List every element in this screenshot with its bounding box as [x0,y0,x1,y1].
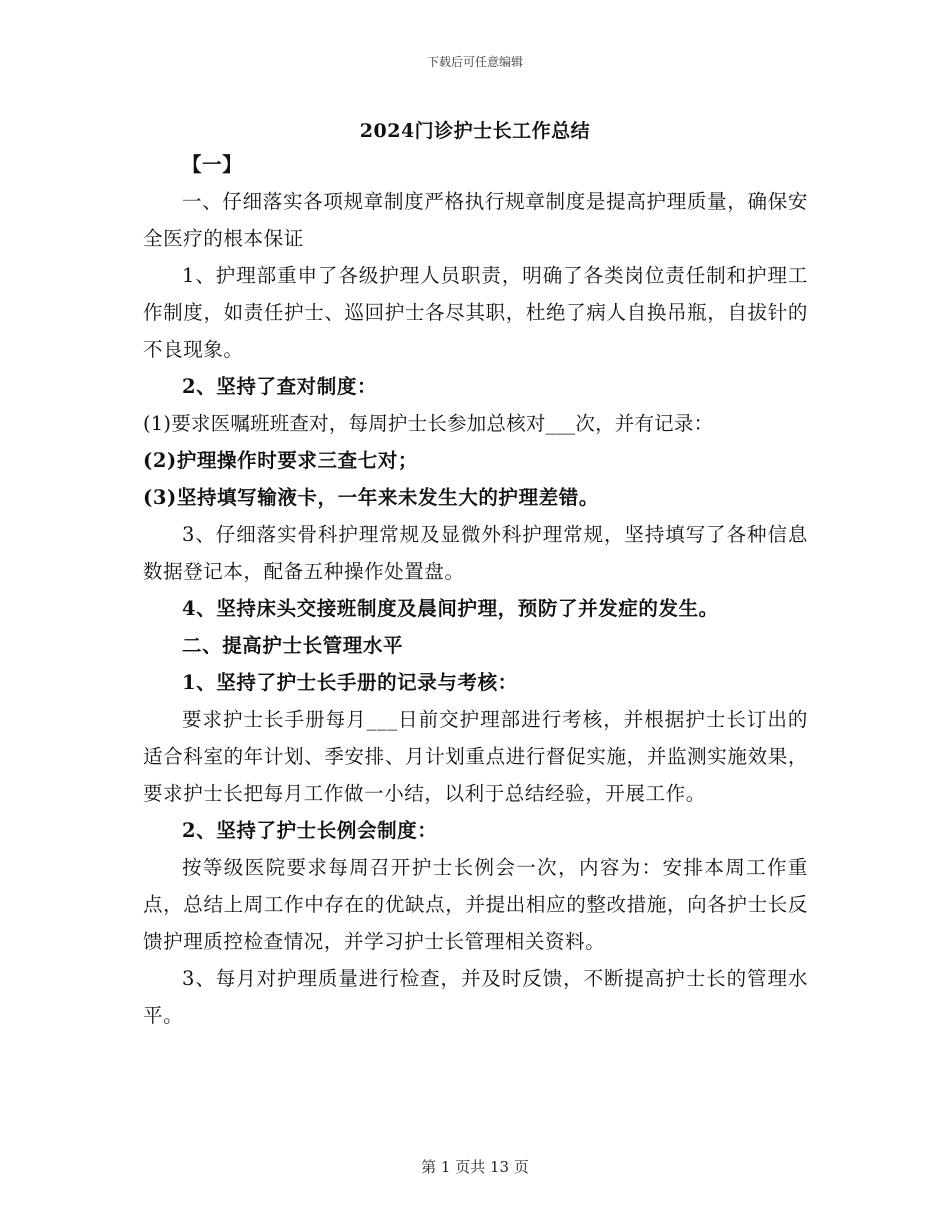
subheading: 2、坚持了护士长例会制度： [182,819,438,842]
subheading: 2、坚持了查对制度： [182,375,378,398]
paragraph: 3、仔细落实骨科护理常规及显微外科护理常规，坚持填写了各种信息数据登记本，配备五种操作处置盘。 [143,523,808,583]
section-heading: 二、提高护士长管理水平 [182,634,404,657]
page-footer: 第 1 页共 13 页 [421,1158,529,1176]
subheading: 1、坚持了护士长手册的记录与考核： [182,671,518,694]
paragraph: 要求护士长手册每月___日前交护理部进行考核，并根据护士长订出的适合科室的年计划、季安排、月计划重点进行督促实施，并监测实施效果，要求护士长把每月工作做一小结，以利于总结经验，开展工作。 [143,708,808,805]
section-label: 【一】 [182,153,243,176]
paragraph: 1、护理部重申了各级护理人员职责，明确了各类岗位责任制和护理工作制度，如责任护士、巡回护士各尽其职，杜绝了病人自换吊瓶，自拔针的不良现象。 [143,264,808,361]
document-body [143,146,808,1034]
paragraph: 按等级医院要求每周召开护士长例会一次，内容为：安排本周工作重点，总结上周工作中存在的优缺点，并提出相应的整改措施，向各护士长反馈护理质控检查情况，并学习护士长管理相关资料。 [143,856,808,953]
paragraph: 一、仔细落实各项规章制度严格执行规章制度是提高护理质量，确保安全医疗的根本保证 [143,190,808,250]
paragraph: (3)坚持填写输液卡，一年来未发生大的护理差错。 [143,486,599,509]
paragraph: 3、每月对护理质量进行检查，并及时反馈，不断提高护士长的管理水平。 [143,967,808,1027]
paragraph: 4、坚持床头交接班制度及晨间护理，预防了并发症的发生。 [182,597,719,620]
paragraph: (2)护理操作时要求三查七对； [143,449,419,472]
paragraph: (1)要求医嘱班班查对，每周护士长参加总核对___次，并有记录： [143,412,714,435]
header-note: 下载后可任意编辑 [426,55,523,69]
document-title: 2024门诊护士长工作总结 [359,120,591,142]
